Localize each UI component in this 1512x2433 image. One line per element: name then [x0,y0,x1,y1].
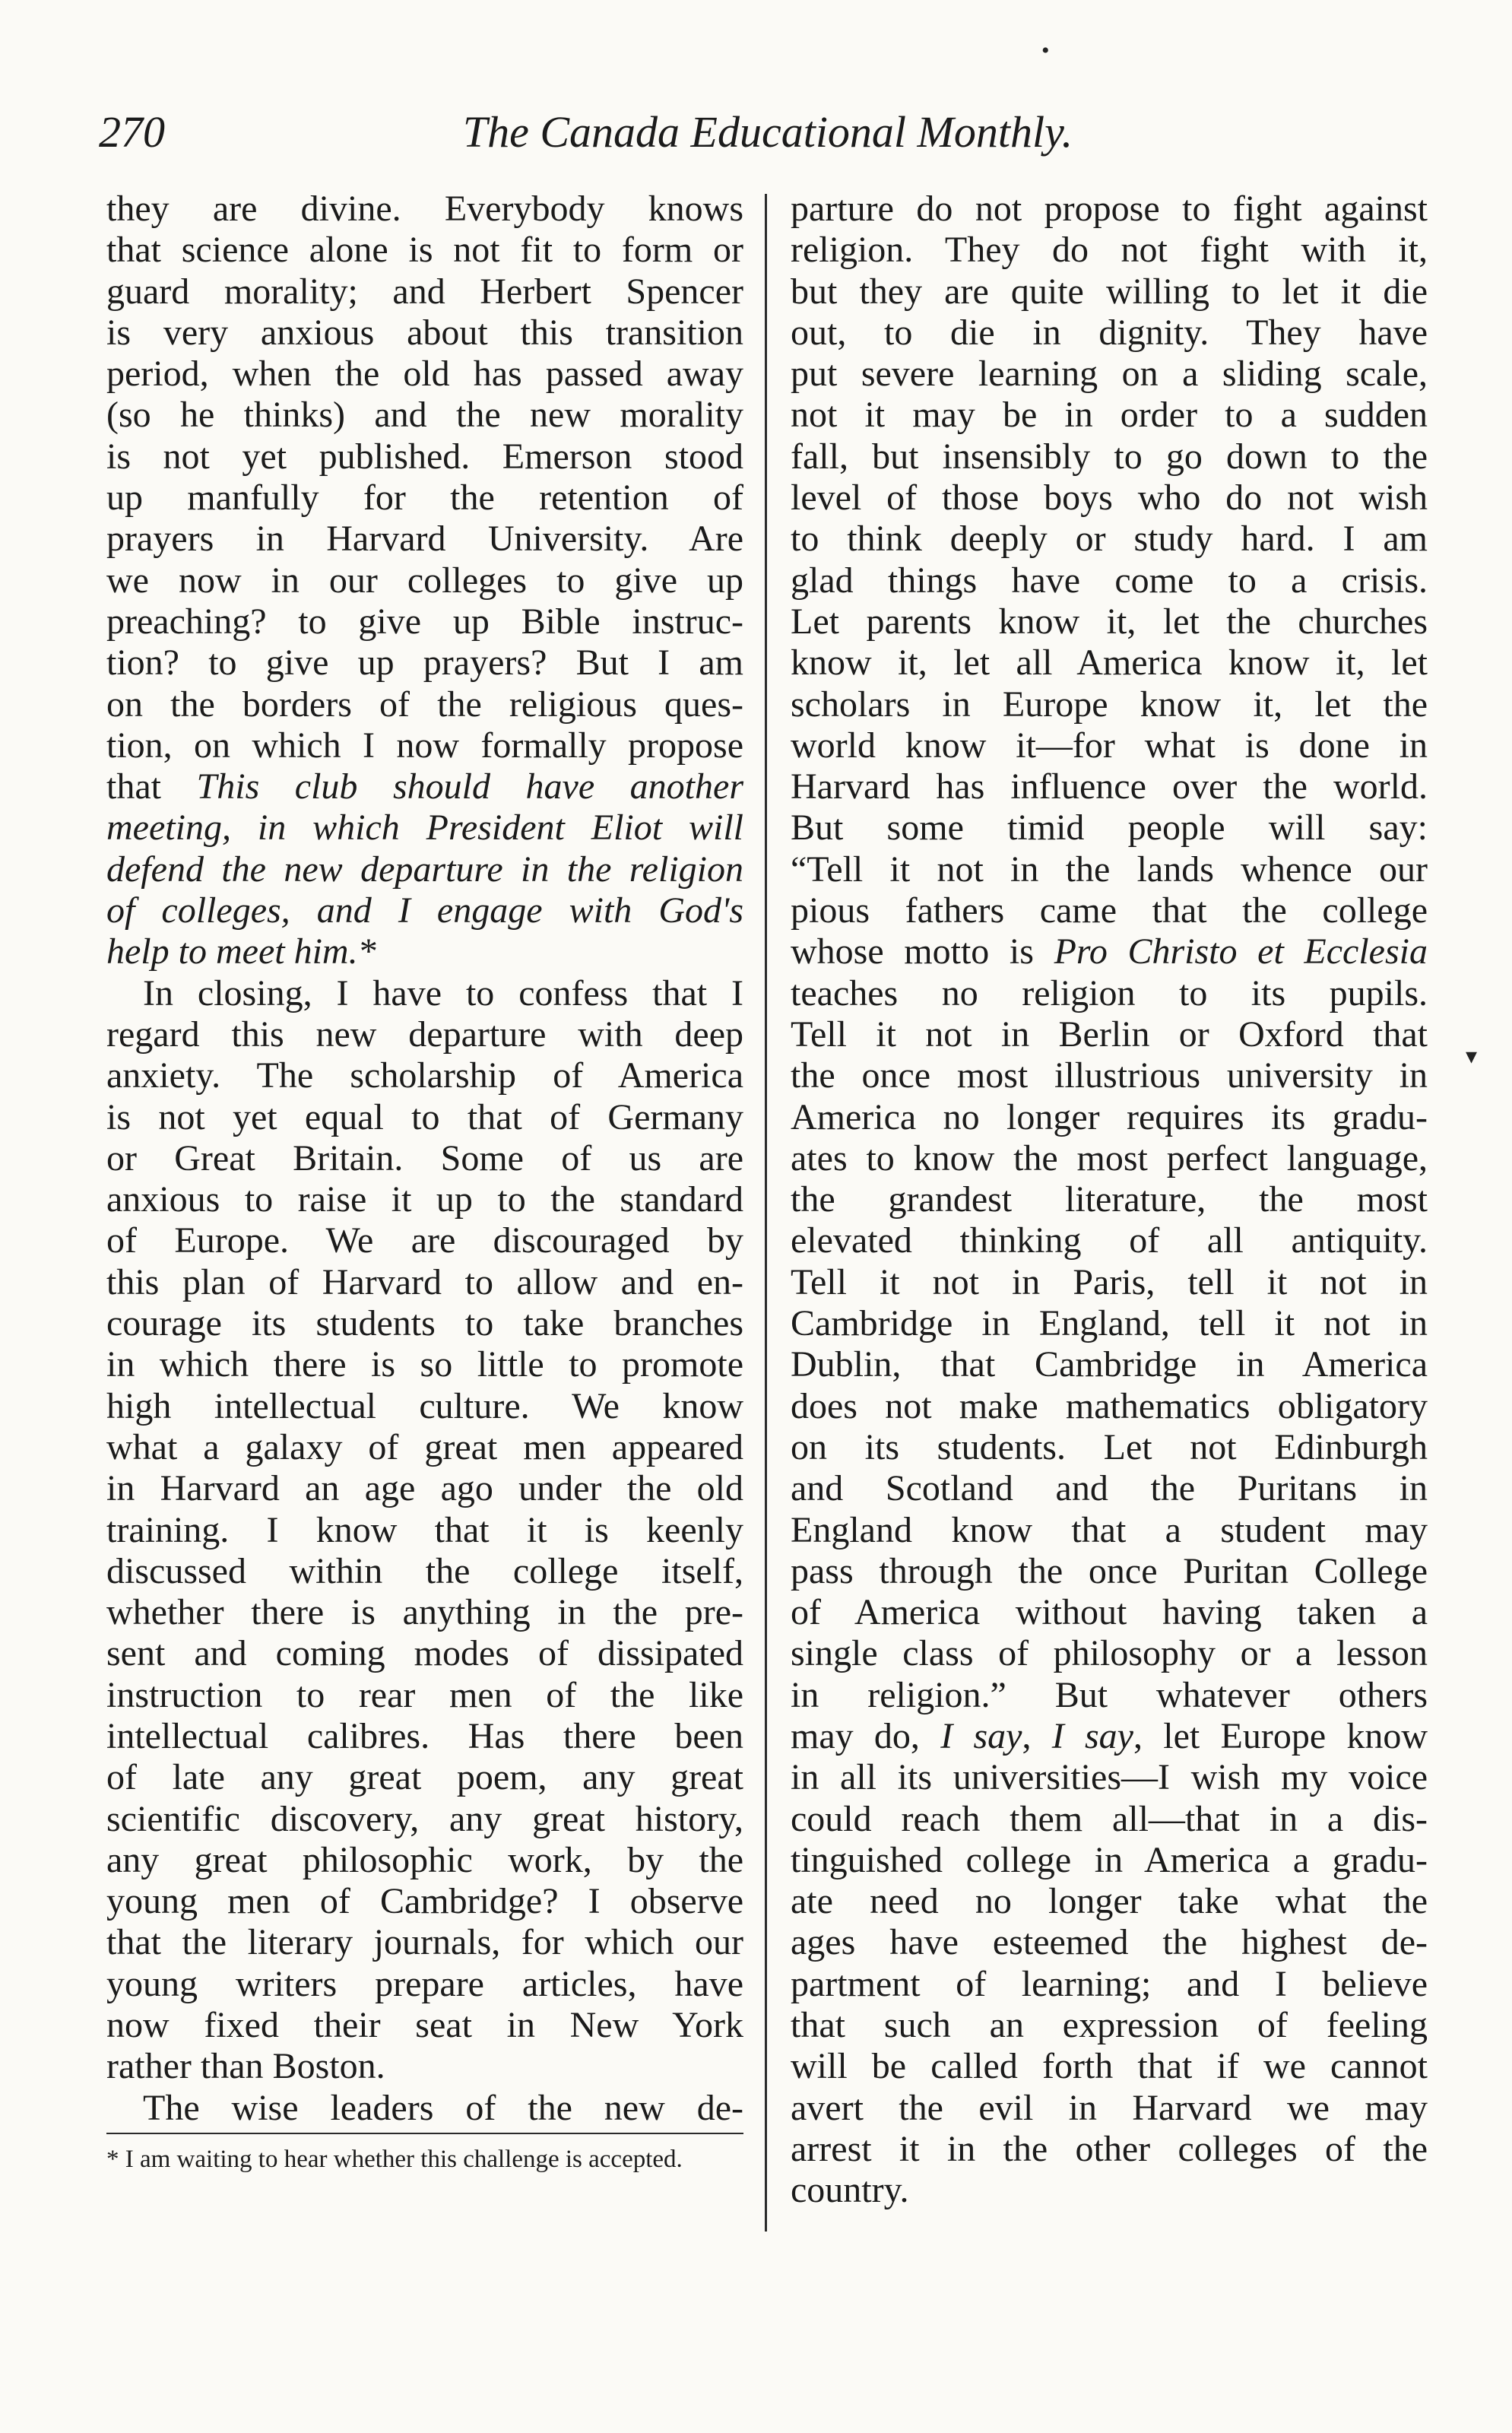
text-line: But some timid people will say: [791,807,1428,849]
text-line: (so he thinks) and the new morality [106,395,743,436]
text-line: England know that a student may [791,1509,1428,1550]
text-line: “Tell it not in the lands whence our [791,849,1428,890]
text-line: In closing, I have to confess that I [143,972,743,1013]
text-line: that such an expression of feeling [791,2005,1428,2046]
text-line: young men of Cambridge? I observe [106,1881,743,1922]
text-line: high intellectual culture. We know [106,1385,743,1426]
text-line: tinguished college in America a gradu- [791,1839,1428,1880]
text-line: pass through the once Puritan College [791,1550,1428,1591]
text-line: glad things have come to a crisis. [791,560,1428,601]
page-number: 270 [99,107,165,157]
text-line: parture do not propose to fight against [791,189,1428,229]
text-line: any great philosophic work, by the [106,1839,743,1880]
text-line: discussed within the college itself, [106,1550,743,1591]
text-line: fall, but insensibly to go down to the [791,436,1428,477]
italic-proposal: This club should have another [196,766,744,807]
text-line: preaching? to give up Bible instruc- [106,601,743,642]
text-line: not it may be in order to a sudden [791,395,1428,436]
left-column [106,189,743,2129]
text-line: sent and coming modes of dissipated [106,1633,743,1674]
text-line: teaches no religion to its pupils. [791,972,1428,1013]
text-line: America no longer requires its gradu- [791,1096,1428,1137]
text-fragment: that [106,766,161,807]
italic-line: of colleges, and I engage with God's [106,890,743,931]
text-line: is not yet equal to that of Germany [106,1096,743,1137]
print-mark: • [1041,38,1050,63]
motto-line [791,931,1428,972]
text-line: Tell it not in Berlin or Oxford that [791,1013,1428,1055]
paragraph-2 [106,973,743,2088]
say-line: may do, I say, I say, let Europe know [791,1715,1428,1756]
text-line: know it, let all America know it, let [791,642,1428,684]
text-line: they are divine. Everybody knows [106,189,743,229]
text-line: and Scotland and the Puritans in [791,1468,1428,1509]
text-line: The wise leaders of the new de- [143,2087,743,2128]
text-line: in which there is so little to promote [106,1344,743,1385]
text-line: what a galaxy of great men appeared [106,1426,743,1467]
text-line: pious fathers came that the college [791,890,1428,931]
text-line: ate need no longer take what the [791,1881,1428,1922]
text-line: of America without having taken a [791,1592,1428,1633]
text-line: out, to die in dignity. They have [791,312,1428,353]
text-line: this plan of Harvard to allow and en- [106,1261,743,1302]
paragraph-3 [106,2088,743,2129]
text-line: put severe learning on a sliding scale, [791,354,1428,395]
italic-line: help to meet him.* [106,931,376,972]
text-line: but they are quite willing to let it die [791,271,1428,312]
text-line: could reach them all—that in a dis- [791,1798,1428,1839]
italic-line: defend the new departure in the religion [106,849,743,890]
motto: Pro Christo et Ecclesia [1054,931,1428,972]
text-line: avert the evil in Harvard we may [791,2087,1428,2128]
italic-line: meeting, in which President Eliot will [106,807,743,849]
text-line: the grandest literature, the most [791,1179,1428,1220]
text-line: regard this new departure with deep [106,1013,743,1055]
text-line: level of those boys who do not wish [791,477,1428,519]
text-line: single class of philosophy or a lesson [791,1633,1428,1674]
text-line: whether there is anything in the pre- [106,1592,743,1633]
text-line: in Harvard an age ago under the old [106,1468,743,1509]
text-line: anxiety. The scholarship of America [106,1055,743,1096]
text-line: period, when the old has passed away [106,354,743,395]
text-line: scholars in Europe know it, let the [791,684,1428,725]
text-line: is not yet published. Emerson stood [106,436,743,477]
text-fragment: let Europe know [1163,1715,1428,1756]
emphasis: I say [940,1715,1022,1756]
text-line: courage its students to take branches [106,1303,743,1344]
text-line: up manfully for the retention of [106,477,743,519]
print-mark: ▾ [1466,1044,1478,1069]
text-line: country. [791,2170,909,2211]
right-column [791,189,1428,2212]
text-line: intellectual calibres. Has there been [106,1715,743,1756]
text-line: tion? to give up prayers? But I am [106,642,743,684]
text-line: ates to know the most perfect language, [791,1137,1428,1178]
text-line: religion. They do not fight with it, [791,230,1428,271]
text-line: Dublin, that Cambridge in America [791,1344,1428,1385]
text-line: rather than Boston. [106,2046,385,2087]
footnote-rule [106,2133,743,2134]
text-line: does not make mathematics obligatory [791,1385,1428,1426]
text-line: elevated thinking of all antiquity. [791,1220,1428,1261]
text-line: will be called forth that if we cannot [791,2046,1428,2087]
running-title: The Canada Educational Monthly. [462,107,1073,157]
paragraph-1 [106,189,743,973]
text-line: Cambridge in England, tell it not in [791,1303,1428,1344]
text-line: prayers in Harvard University. Are [106,519,743,560]
text-line: scientific discovery, any great history, [106,1798,743,1839]
text-line: Harvard has influence over the world. [791,766,1428,807]
text-line: partment of learning; and I believe [791,1963,1428,2004]
text-line: to think deeply or study hard. I am [791,519,1428,560]
text-line: in religion.” But whatever others [791,1674,1428,1715]
text-fragment: whose motto is [791,931,1034,972]
text-line: Let parents know it, let the churches [791,601,1428,642]
text-line: now fixed their seat in New York [106,2005,743,2046]
emphasis: I say [1051,1715,1133,1756]
column-divider [765,194,767,2232]
text-line: ages have esteemed the highest de- [791,1922,1428,1963]
text-line: that science alone is not fit to form or [106,230,743,271]
text-line: the once most illustrious university in [791,1055,1428,1096]
text-line: on its students. Let not Edinburgh [791,1426,1428,1467]
text-line: we now in our colleges to give up [106,560,743,601]
text-line: in all its universities—I wish my voice [791,1757,1428,1798]
text-line: of Europe. We are discouraged by [106,1220,743,1261]
text-fragment: may do, [791,1715,920,1756]
text-line: tion, on which I now formally propose [106,725,743,766]
text-line [106,766,743,807]
text-line: young writers prepare articles, have [106,1963,743,2004]
text-line: of late any great poem, any great [106,1757,743,1798]
text-line: guard morality; and Herbert Spencer [106,271,743,312]
text-line: arrest it in the other colleges of the [791,2128,1428,2169]
text-line: instruction to rear men of the like [106,1674,743,1715]
text-line: anxious to raise it up to the standard [106,1179,743,1220]
footnote: * I am waiting to hear whether this challenge is accepted. [106,2146,683,2173]
text-line: Tell it not in Paris, tell it not in [791,1261,1428,1302]
text-line: or Great Britain. Some of us are [106,1137,743,1178]
text-line: is very anxious about this transition [106,312,743,353]
text-line: on the borders of the religious ques- [106,684,743,725]
text-line: that the literary journals, for which our [106,1922,743,1963]
text-line: training. I know that it is keenly [106,1509,743,1550]
text-line: world know it—for what is done in [791,725,1428,766]
